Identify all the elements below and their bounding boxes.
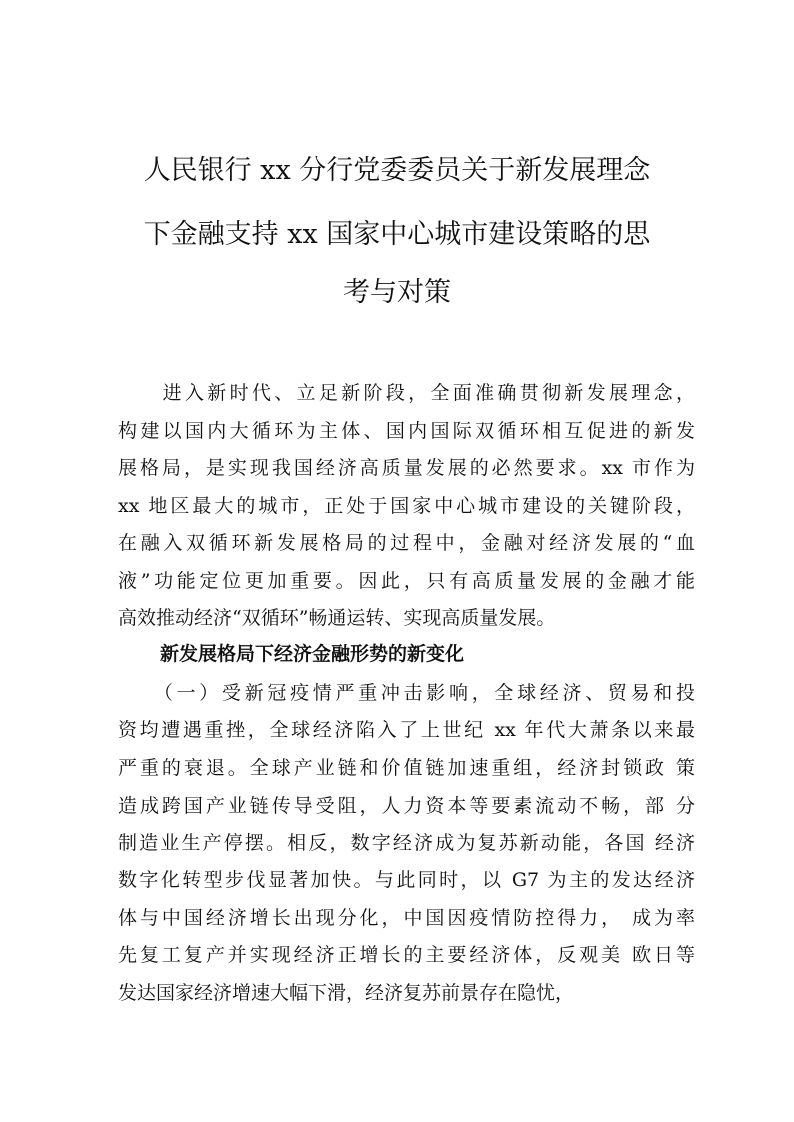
text-line: 高效推动经济“双循环”畅通运转、实现高质量发展。 (118, 607, 556, 629)
text-line: 进入新时代、立足新阶段，全面准确贯彻新发展理念， (118, 382, 695, 404)
section-heading: 新发展格局下经济金融形势的新变化 (160, 643, 465, 665)
text-line: 制造业生产停摆。相反，数字经济成为复苏新动能，各国 经济 (118, 832, 695, 854)
text-line: 严重的衰退。全球产业链和价值链加速重组，经济封锁政 策 (118, 757, 695, 779)
title-line: 考与对策 (343, 277, 451, 308)
text-line: （一）受新冠疫情严重冲击影响，全球经济、贸易和投 (118, 682, 695, 704)
text-line: 数字化转型步伐显著加快。与此同时，以 G7 为主的发达经济 (118, 869, 695, 891)
text-line: 先复工复产并实现经济正增长的主要经济体，反观美 欧日等 (118, 944, 695, 966)
text-line: 液”功能定位更加重要。因此，只有高质量发展的金融才能 (118, 570, 695, 592)
text-line: 造成跨国产业链传导受阻，人力资本等要素流动不畅，部 分 (118, 795, 695, 817)
text-line: 展格局，是实现我国经济高质量发展的必然要求。xx 市作为 (118, 457, 695, 479)
text-line: 构建以国内大循环为主体、国内国际双循环相互促进的新发 (118, 420, 695, 442)
text-line: 资均遭遇重挫，全球经济陷入了上世纪 xx 年代大萧条以来最 (118, 719, 695, 741)
text-line: 体与中国经济增长出现分化，中国因疫情防控得力， 成为率 (118, 907, 695, 929)
text-line: 在融入双循环新发展格局的过程中，金融对经济发展的“血 (118, 532, 695, 554)
title-line: 人民银行 xx 分行党委委员关于新发展理念 (143, 155, 651, 186)
text-line: xx 地区最大的城市，正处于国家中心城市建设的关键阶段， (118, 495, 695, 517)
title-line: 下金融支持 xx 国家中心城市建设策略的思 (143, 219, 651, 250)
text-line: 发达国家经济增速大幅下滑，经济复苏前景存在隐忧， (118, 982, 575, 1004)
